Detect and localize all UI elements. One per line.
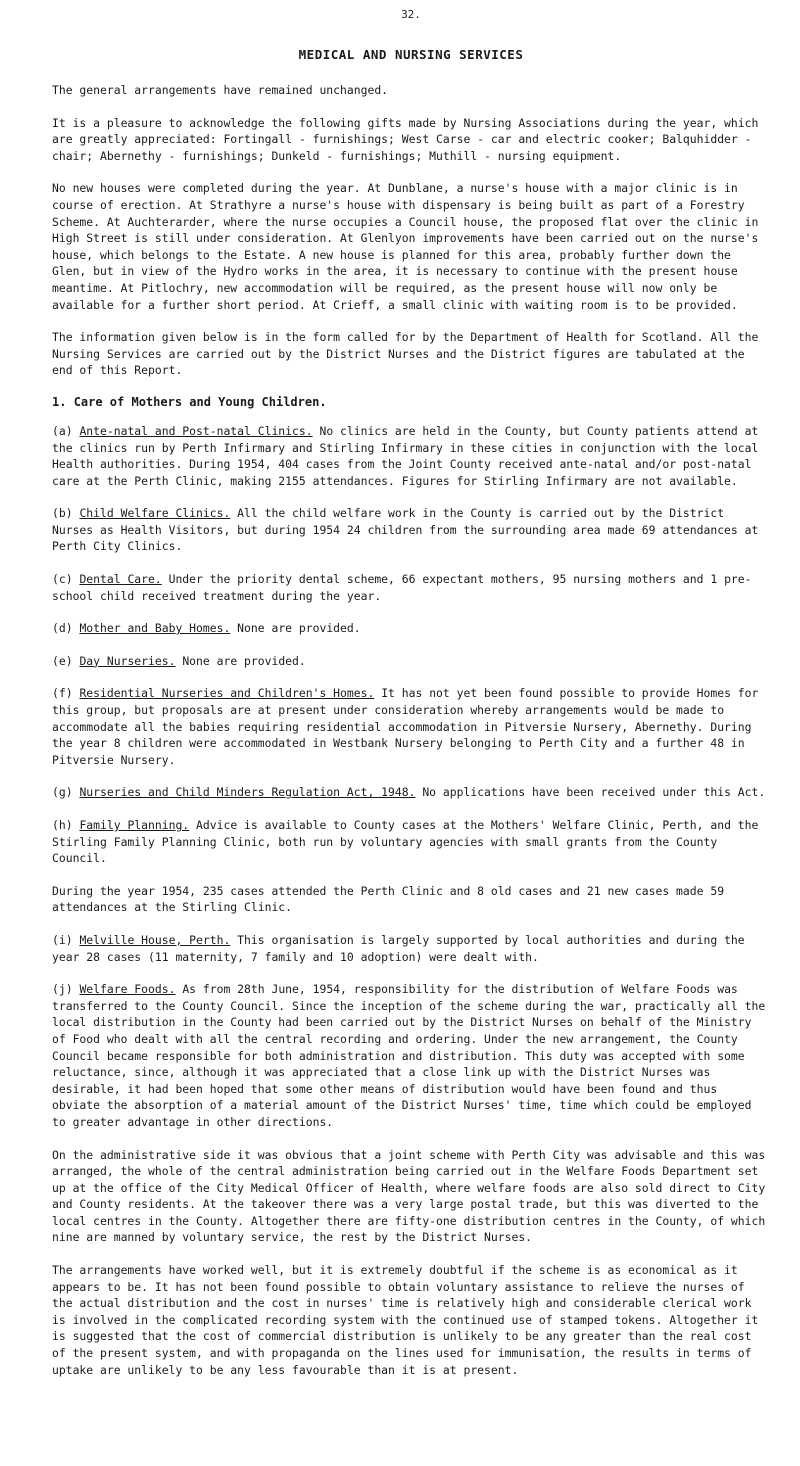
section-title: Care of Mothers and Young Children. [73, 394, 327, 409]
item-label: (a) [52, 423, 73, 438]
item-text: No applications have been received under this Act. [422, 785, 766, 800]
list-item [52, 620, 770, 637]
item-label: (f) [52, 686, 73, 701]
list-item [52, 505, 770, 555]
item-title: Melville House, Perth. [79, 932, 231, 947]
item-title: Family Planning. [79, 818, 190, 832]
item-text: This organisation is largely supported by local authorities and during the year 28 cases (11 maternity, 7 family and 10 adoption) were dealt with. [52, 932, 745, 964]
item-label: (c) [52, 572, 73, 587]
item-text: None are provided. [182, 653, 306, 668]
item-label: (h) [52, 818, 73, 832]
section-heading [52, 395, 770, 409]
item-title: Day Nurseries. [79, 653, 176, 668]
item-text: None are provided. [237, 621, 361, 636]
list-item [52, 685, 770, 768]
page-number: 32. [401, 8, 421, 21]
intro-paragraph: The general arrangements have remained unchanged. [52, 83, 389, 97]
body-paragraph: The arrangements have worked well, but it is extremely doubtful if the scheme is as economical as it appears to be. It has not been found possible to obtain voluntary assistance to relieve the nurses of the actual distribution and the cost in nurses' time is relatively high and considerable clerical work is involved in the complicated recording system with the continued use of stamped tokens. Altogether it is suggested that the cost of commercial distribution is unlikely to be any greater than the real cost of the present system, and with propaganda on the lines used for immunisation, the results in terms of uptake are unlikely to be any less favourable than it is at present. [52, 1263, 759, 1377]
item-text: As from 28th June, 1954, responsibility for the distribution of Welfare Foods was transferred to the County Council. Since the inception of the scheme during the war, practically all the local distribution in the County had been carried out by the District Nurses on behalf of the Ministry of Food who dealt with all the central recording and ordering. Under the new arrangement, the County Council became responsible for both administration and distribution. This duty was accepted with some reluctance, since, although it was appreciated that a close link up with the District Nurses was desirable, it had been hoped that some other means of distribution would have been found and thus obviate the absorption of a material amount of the District Nurses' time, time which could be employed to greater advantage in other directions. [52, 982, 766, 1129]
item-label: (i) [52, 932, 73, 947]
list-item [52, 571, 770, 604]
item-label: (j) [52, 982, 73, 997]
item-title: Nurseries and Child Minders Regulation Act, 1948. [79, 785, 416, 800]
item-label: (e) [52, 653, 73, 668]
item-title: Welfare Foods. [79, 982, 176, 997]
item-title: Child Welfare Clinics. [79, 506, 231, 521]
item-label: (d) [52, 621, 73, 636]
list-item [52, 423, 770, 489]
item-label: (b) [52, 506, 73, 521]
list-item [52, 817, 770, 867]
item-label: (g) [52, 785, 73, 800]
item-title: Residential Nurseries and Children's Homes. [79, 686, 375, 701]
list-item [52, 981, 770, 1130]
intro-paragraph: It is a pleasure to acknowledge the following gifts made by Nursing Associations during the year, which are greatly appreciated: Fortingall - furnishings; West Carse - car and electric cooker; Balquhidder - chair; Abernethy - furnishings; Dunkeld - furnishings; Muthill - nursing equipment. [52, 115, 759, 163]
list-item [52, 653, 770, 670]
item-text: Advice is available to County cases at the Mothers' Welfare Clinic, Perth, and the Stirling Family Planning Clinic, both run by voluntary agencies with small grants from the County Council. [52, 818, 759, 866]
item-title: Dental Care. [79, 572, 162, 587]
intro-paragraph: The information given below is in the form called for by the Department of Health for Scotland. All the Nursing Services are carried out by the District Nurses and the District figures are tabulated at the end of this Report. [52, 330, 759, 378]
body-paragraph: During the year 1954, 235 cases attended the Perth Clinic and 8 old cases and 21 new cases made 59 attendances at the Stirling Clinic. [52, 883, 725, 915]
list-item [52, 784, 770, 801]
section-number: 1. [52, 394, 67, 409]
page-title: MEDICAL AND NURSING SERVICES [298, 47, 524, 62]
item-text: It has not yet been found possible to provide Homes for this group, but proposals are at present under consideration whereby arrangements would be made to accommodate all the babies requiring residential accommodation in Pitversie Nursery, Abernethy. During the year 8 children were accommodated in Westbank Nursery belonging to Perth City and a further 48 in Pitversie Nursery. [52, 686, 759, 767]
item-text: No clinics are held in the County, but County patients attend at the clinics run by Perth Infirmary and Stirling Infirmary in these cities in conjunction with the local Health authorities. During 1954, 404 cases from the Joint County received ante-natal and/or post-natal care at the Perth Clinic, making 2155 attendances. Figures for Stirling Infirmary are not available. [52, 423, 759, 488]
item-title: Ante-natal and Post-natal Clinics. [79, 423, 313, 438]
body-paragraph: On the administrative side it was obvious that a joint scheme with Perth City was advisable and this was arranged, the whole of the central administration being carried out in the Welfare Foods Department set up at the office of the City Medical Officer of Health, where welfare foods are also sold direct to City and County residents. At the takeover there was a very large postal trade, but this was diverted to the local centres in the County. Altogether there are fifty-one distribution centres in the County, of which nine are manned by voluntary service, the rest by the District Nurses. [52, 1147, 766, 1245]
item-title: Mother and Baby Homes. [79, 621, 231, 636]
list-item [52, 932, 770, 965]
intro-paragraph: No new houses were completed during the year. At Dunblane, a nurse's house with a major clinic is in course of erection. At Strathyre a nurse's house with dispensary is being built as part of a Forestry Scheme. At Auchterarder, where the nurse occupies a Council house, the proposed flat over the clinic in High Street is still under consideration. At Glenlyon improvements have been carried out on the nurse's house, which belongs to the Estate. A new house is planned for this area, probably further down the Glen, but in view of the Hydro works in the area, it is necessary to continue with the present house meantime. At Pitlochry, new accommodation will be required, as the present house will now only be available for a further short period. At Crieff, a small clinic with waiting room is to be provided. [52, 181, 759, 312]
item-text: All the child welfare work in the County is carried out by the District Nurses as Health Visitors, but during 1954 24 children from the surrounding area made 69 attendances at Perth City Clinics. [52, 506, 759, 554]
item-text: Under the priority dental scheme, 66 expectant mothers, 95 nursing mothers and 1 pre-school child received treatment during the year. [52, 572, 752, 603]
